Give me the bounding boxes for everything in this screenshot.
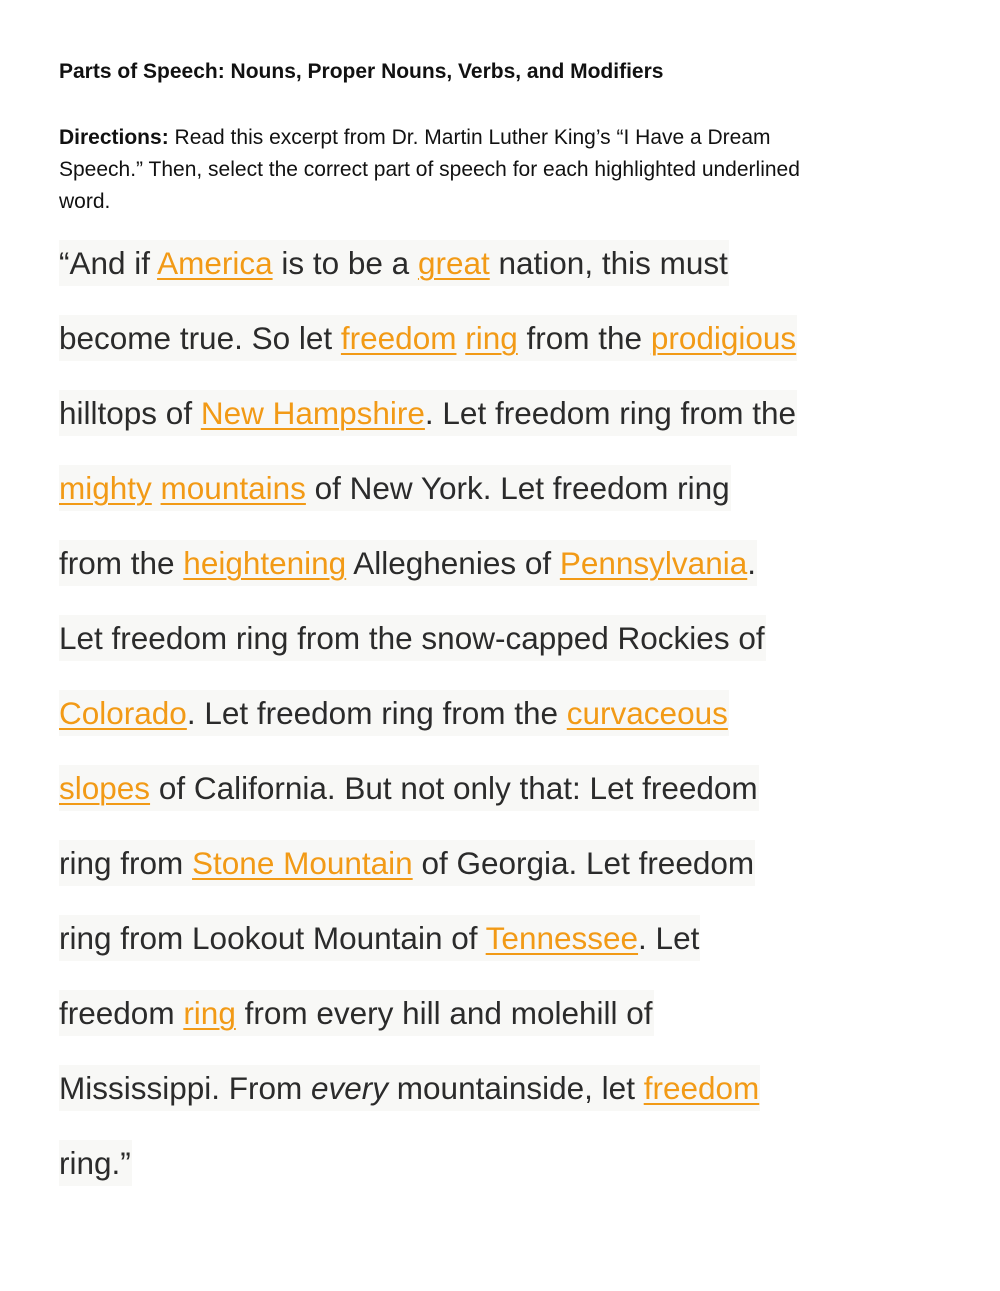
passage-line-text — [59, 1140, 132, 1186]
passage-line-text — [59, 465, 731, 511]
highlighted-word[interactable]: America — [157, 245, 273, 281]
passage-text: hilltops of — [59, 395, 201, 431]
passage-line — [59, 615, 766, 661]
highlighted-word[interactable]: ring — [183, 995, 236, 1031]
highlighted-word[interactable]: Stone Mountain — [192, 845, 413, 881]
passage-text: mountainside, let — [388, 1070, 644, 1106]
directions — [59, 122, 849, 218]
passage-line — [59, 1140, 132, 1186]
passage-text: Mississippi. From — [59, 1070, 312, 1106]
passage-line — [59, 240, 729, 286]
highlighted-word[interactable]: great — [417, 245, 490, 281]
passage-line-text — [59, 765, 759, 811]
passage-text: from the — [59, 545, 184, 581]
passage-line-text — [59, 840, 755, 886]
passage-line-text — [59, 915, 700, 961]
directions-label: Directions: — [59, 126, 169, 149]
passage-text: Let freedom ring from the snow-capped Rockies of — [59, 620, 765, 656]
passage-text: nation, this must — [489, 245, 728, 281]
passage-line — [59, 540, 757, 586]
emphasized-word: every — [311, 1070, 389, 1106]
passage-line — [59, 390, 797, 436]
passage-line-text — [59, 690, 729, 736]
highlighted-word[interactable]: mountains — [160, 470, 306, 506]
highlighted-word[interactable]: prodigious — [650, 320, 797, 356]
passage-line-text — [59, 990, 654, 1036]
passage-line-text — [59, 540, 757, 586]
passage-text: of New York. Let freedom ring — [305, 470, 730, 506]
passage-text: ring from — [59, 845, 193, 881]
passage-line — [59, 1065, 760, 1111]
highlighted-word[interactable]: Pennsylvania — [559, 545, 748, 581]
highlighted-word[interactable]: freedom — [340, 320, 457, 356]
passage-text: freedom — [59, 995, 184, 1031]
passage-text: is to be a — [272, 245, 418, 281]
highlighted-word[interactable]: Colorado — [59, 695, 187, 731]
highlighted-word[interactable]: Tennessee — [485, 920, 639, 956]
passage-text: . Let freedom ring from the — [424, 395, 797, 431]
passage-text: . — [747, 545, 756, 581]
passage-text — [152, 470, 161, 506]
highlighted-word[interactable]: slopes — [59, 770, 151, 806]
passage-line — [59, 315, 797, 361]
passage-line-text — [59, 315, 797, 361]
passage-text: ring from Lookout Mountain of — [59, 920, 486, 956]
page-title: Parts of Speech: Nouns, Proper Nouns, Verbs, and Modifiers — [59, 60, 664, 83]
passage-text: from every hill and molehill of — [235, 995, 653, 1031]
passage-text: ring.” — [59, 1145, 131, 1181]
passage-line — [59, 465, 731, 511]
passage-text: become true. So let — [59, 320, 341, 356]
passage-text: of Georgia. Let freedom — [412, 845, 755, 881]
highlighted-word[interactable]: curvaceous — [566, 695, 728, 731]
passage-line-text — [59, 615, 766, 661]
passage-line — [59, 990, 654, 1036]
highlighted-word[interactable]: ring — [465, 320, 518, 356]
passage-text: “And if — [59, 245, 158, 281]
passage-line — [59, 840, 755, 886]
passage-text: Alleghenies of — [346, 545, 560, 581]
highlighted-word[interactable]: freedom — [643, 1070, 760, 1106]
passage-line-text — [59, 1065, 760, 1111]
passage-line — [59, 690, 729, 736]
passage-text: from the — [517, 320, 651, 356]
passage-text: . Let freedom ring from the — [186, 695, 567, 731]
passage-text — [456, 320, 465, 356]
passage-line — [59, 915, 700, 961]
highlighted-word[interactable]: mighty — [59, 470, 152, 506]
passage-text: . Let — [638, 920, 700, 956]
passage-line-text — [59, 240, 729, 286]
directions-text: Read this excerpt from Dr. Martin Luther King’s “I Have a Dream Speech.” Then, select the correct part of speech for each highlighted underlined word. — [59, 126, 800, 213]
highlighted-word[interactable]: New Hampshire — [200, 395, 425, 431]
highlighted-word[interactable]: heightening — [183, 545, 347, 581]
passage-line — [59, 765, 759, 811]
passage-text: of California. But not only that: Let freedom — [150, 770, 758, 806]
passage-line-text — [59, 390, 797, 436]
